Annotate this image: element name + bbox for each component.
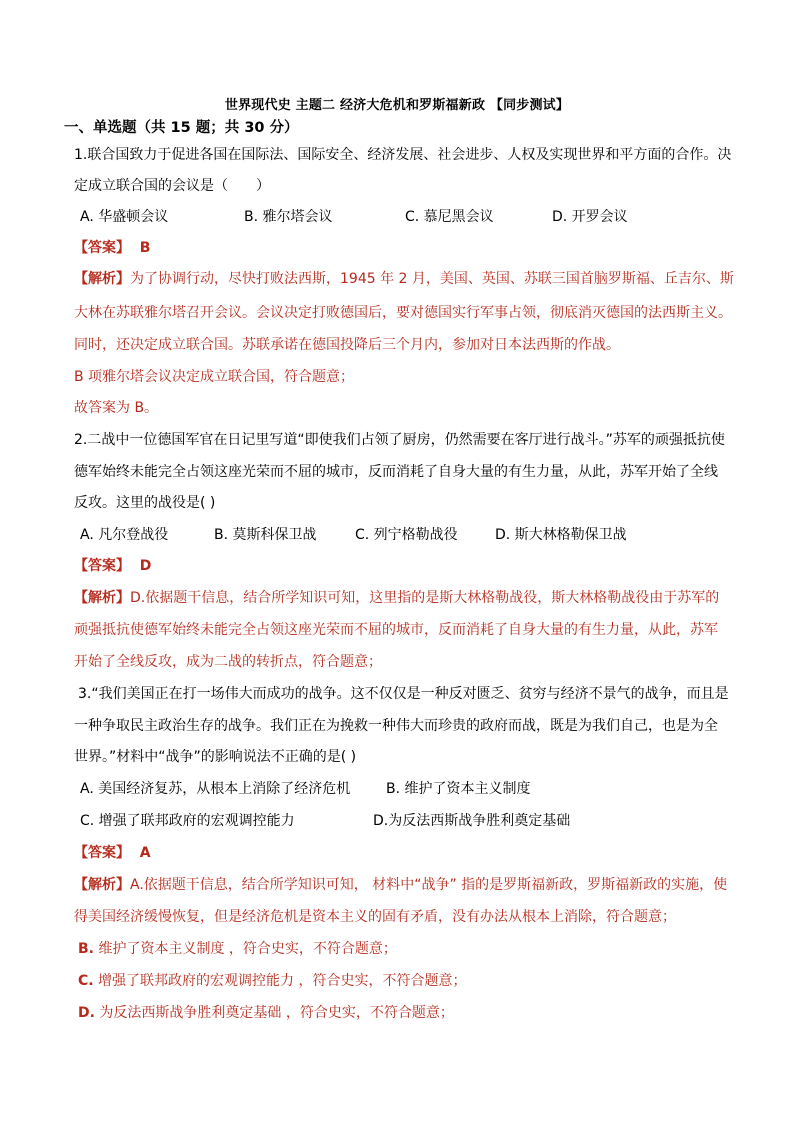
q2-option-b: B. 莫斯科保卫战 — [214, 527, 317, 543]
q3-option-b: B. 维护了资本主义制度 — [386, 781, 531, 797]
answer-value: D — [139, 558, 152, 574]
q2-option-d: D. 斯大林格勒保卫战 — [495, 527, 627, 543]
analysis-text: D.依据题干信息，结合所学知识可知，这里指的是斯大林格勒战役，斯大林格勒战役由于苏军的 — [130, 590, 720, 606]
q3-analysis-item-d — [78, 1003, 454, 1023]
q2-analysis-line-2: 顽强抵抗使德军始终未能完全占领这座光荣而不屈的城市，反而消耗了自身大量的有生力量，从此，苏军 — [74, 622, 718, 638]
analysis-label: 【解析】 — [74, 877, 130, 893]
question-1-text-cont: 定成立联合国的会议是（ ） — [74, 178, 270, 194]
analysis-text: A.依据题干信息，结合所学知识可知， 材料中“战争” 指的是罗斯福新政，罗斯福新政的实施，使 — [130, 877, 728, 893]
question-2-text: 2.二战中一位德国军官在日记里写道“即使我们占领了厨房，仍然需要在客厅进行战斗。”苏军的顽强抵抗使 — [74, 432, 725, 448]
question-1-text: 1.联合国致力于促进各国在国际法、国际安全、经济发展、社会进步、人权及实现世界和平方面的合作。决 — [74, 147, 732, 163]
q3-option-a: A. 美国经济复苏，从根本上消除了经济危机 — [80, 781, 351, 797]
analysis-label: 【解析】 — [74, 271, 130, 287]
q1-answer — [74, 238, 150, 258]
q1-option-b: B. 雅尔塔会议 — [244, 209, 333, 225]
q3-option-d: D.为反法西斯战争胜利奠定基础 — [373, 813, 571, 829]
answer-label: 【答案】 — [74, 558, 130, 574]
question-3-text-cont-2: 世界。”材料中“战争”的影响说法不正确的是( ) — [74, 749, 357, 765]
q1-analysis-line-4: B 项雅尔塔会议决定成立联合国，符合题意； — [74, 369, 355, 385]
item-text: 维护了资本主义制度 ，符合史实，不符合题意； — [94, 941, 397, 957]
q3-option-c: C. 增强了联邦政府的宏观调控能力 — [80, 813, 295, 829]
page-title: 世界现代史 主题二 经济大危机和罗斯福新政 【同步测试】 — [224, 98, 570, 113]
q3-analysis — [74, 875, 727, 895]
question-3-text-cont: 一种争取民主政治生存的战争。我们正在为挽救一种伟大而珍贵的政府而战，既是为我们自己，也是为全 — [74, 718, 718, 734]
item-letter: B. — [78, 941, 94, 957]
question-2-text-cont: 德军始终未能完全占领这座光荣而不屈的城市，反而消耗了自身大量的有生力量，从此，苏军开始了全线 — [74, 464, 718, 480]
q1-analysis — [74, 269, 734, 289]
q1-option-a: A. 华盛顿会议 — [80, 209, 169, 225]
q1-option-c: C. 慕尼黑会议 — [405, 209, 494, 225]
q1-analysis-line-5: 故答案为 B。 — [74, 400, 159, 416]
analysis-label: 【解析】 — [74, 590, 130, 606]
answer-value: A — [139, 845, 151, 861]
q3-analysis-line-2: 得美国经济缓慢恢复，但是经济危机是资本主义的固有矛盾，没有办法从根本上消除，符合题意； — [74, 909, 676, 925]
q3-analysis-item-b — [78, 939, 397, 959]
analysis-text: 为了协调行动，尽快打败法西斯，1945 年 2 月，美国、英国、苏联三国首脑罗斯福、丘吉尔、斯 — [130, 271, 734, 287]
question-2-text-cont-2: 反攻。这里的战役是( ) — [74, 495, 216, 511]
section-heading: 一、单选题（共 15 题；共 30 分） — [64, 120, 299, 136]
answer-label: 【答案】 — [74, 845, 130, 861]
item-text: 增强了联邦政府的宏观调控能力 ，符合史实，不符合题意； — [93, 973, 467, 989]
q2-option-c: C. 列宁格勒战役 — [355, 527, 458, 543]
q1-analysis-line-2: 大林在苏联雅尔塔召开会议。会议决定打败德国后，要对德国实行军事占领，彻底消灭德国的法西斯主义。 — [74, 305, 732, 321]
answer-value: B — [139, 240, 151, 256]
q1-option-d: D. 开罗会议 — [552, 209, 628, 225]
item-text: 为反法西斯战争胜利奠定基础 ，符合史实，不符合题意； — [94, 1005, 454, 1021]
q2-answer — [74, 556, 151, 576]
q3-answer — [74, 843, 151, 863]
q2-analysis — [74, 588, 719, 608]
q1-analysis-line-3: 同时，还决定成立联合国。苏联承诺在德国投降后三个月内，参加对日本法西斯的作战。 — [74, 337, 620, 353]
item-letter: D. — [78, 1005, 95, 1021]
q2-option-a: A. 凡尔登战役 — [80, 527, 169, 543]
question-3-text: 3.“我们美国正在打一场伟大而成功的战争。这不仅仅是一种反对匮乏、贫穷与经济不景气的战争，而且是 — [78, 686, 729, 702]
q3-analysis-item-c — [78, 971, 467, 991]
item-letter: C. — [78, 973, 94, 989]
answer-label: 【答案】 — [74, 240, 130, 256]
q2-analysis-line-3: 开始了全线反攻，成为二战的转折点，符合题意； — [74, 654, 382, 670]
